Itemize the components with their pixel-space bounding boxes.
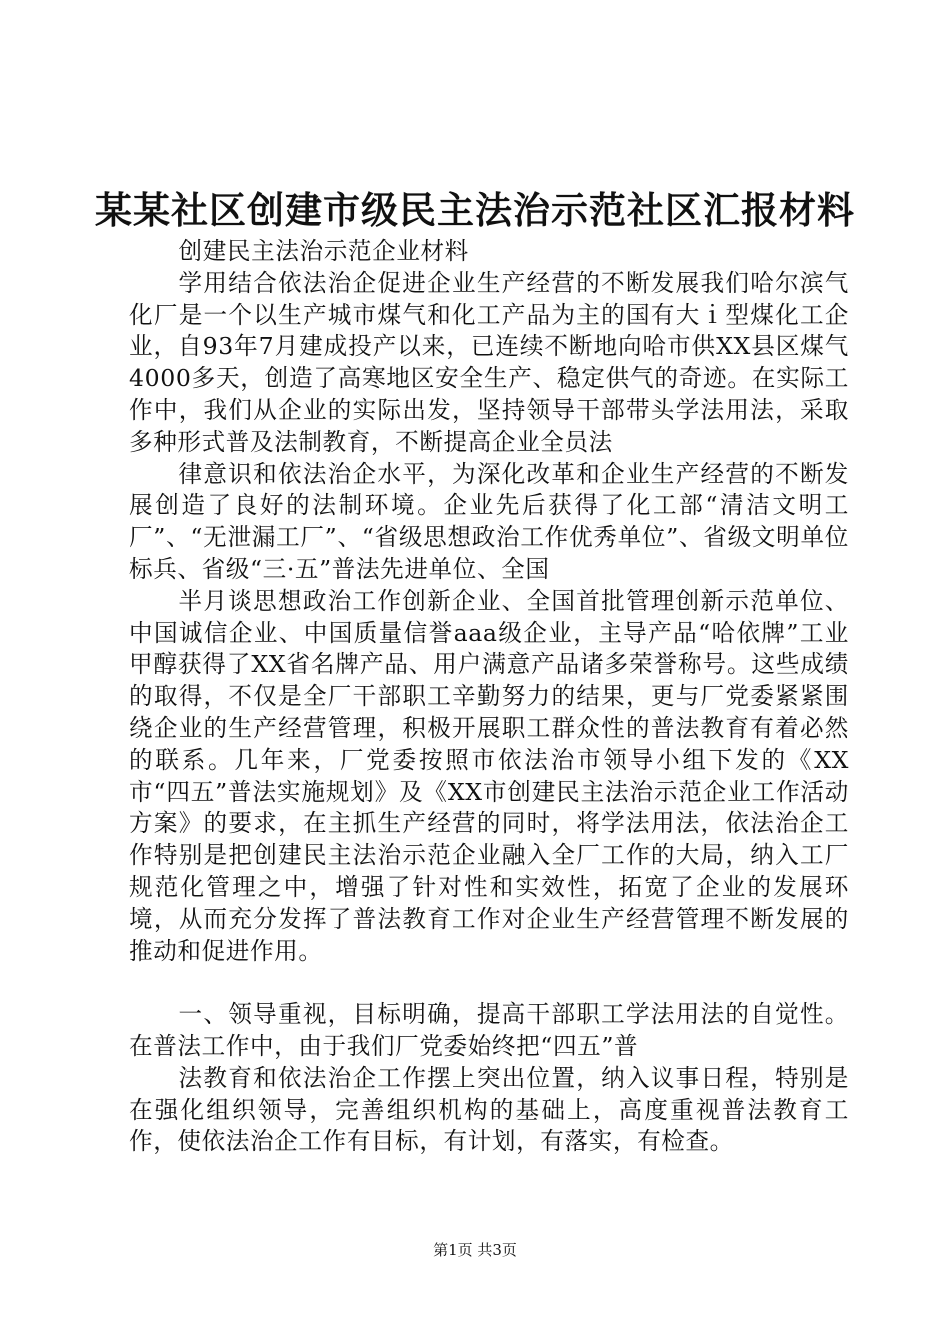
page-number-footer: 第1页 共3页: [433, 1241, 517, 1259]
paragraph-subtitle: 创建民主法治示范企业材料: [178, 237, 469, 265]
paragraph-section-one-cont: 法教育和依法治企工作摆上突出位置，纳入议事日程，特别是在强化组织领导，完善组织机构的基础上，高度重视普法教育工作，使依法治企工作有目标，有计划，有落实，有检查。: [129, 1063, 849, 1156]
paragraph-honors: 律意识和依法治企水平，为深化改革和企业生产经营的不断发展创造了良好的法制环境。企业先后获得了化工部“清洁文明工厂”、“无泄漏工厂”、“省级思想政治工作优秀单位”、省级文明单位标兵、省级“三·五”普法先进单位、全国: [129, 459, 849, 583]
paragraph-achievements: 半月谈思想政治工作创新企业、全国首批管理创新示范单位、中国诚信企业、中国质量信誉aaa级企业，主导产品“哈依牌”工业甲醇获得了XX省名牌产品、用户满意产品诸多荣誉称号。这些成绩的取得，不仅是全厂干部职工辛勤努力的结果，更与厂党委紧紧围绕企业的生产经营管理，积极开展职工群众性的普法教育有着必然的联系。几年来，厂党委按照市依法治市领导小组下发的《XX市“四五”普法实施规划》及《XX市创建民主法治示范企业工作活动方案》的要求，在主抓生产经营的同时，将学法用法，依法治企工作特别是把创建民主法治示范企业融入全厂工作的大局，纳入工厂规范化管理之中，增强了针对性和实效性，拓宽了企业的发展环境，从而充分发挥了普法教育工作对企业生产经营管理不断发展的推动和促进作用。: [129, 586, 849, 965]
paragraph-spacer: [129, 967, 849, 999]
paragraph-section-one: 一、领导重视，目标明确，提高干部职工学法用法的自觉性。在普法工作中，由于我们厂党委始终把“四五”普: [129, 1000, 849, 1060]
document-body: [129, 236, 849, 1158]
paragraph-intro: 学用结合依法治企促进企业生产经营的不断发展我们哈尔滨气化厂是一个以生产城市煤气和化工产品为主的国有大ｉ型煤化工企业，自93年7月建成投产以来，已连续不断地向哈市供XX县区煤气4000多天，创造了高寒地区安全生产、稳定供气的奇迹。在实际工作中，我们从企业的实际出发，坚持领导干部带头学法用法，采取多种形式普及法制教育，不断提高企业全员法: [129, 268, 849, 456]
document-title: 某某社区创建市级民主法治示范社区汇报材料: [95, 188, 855, 232]
